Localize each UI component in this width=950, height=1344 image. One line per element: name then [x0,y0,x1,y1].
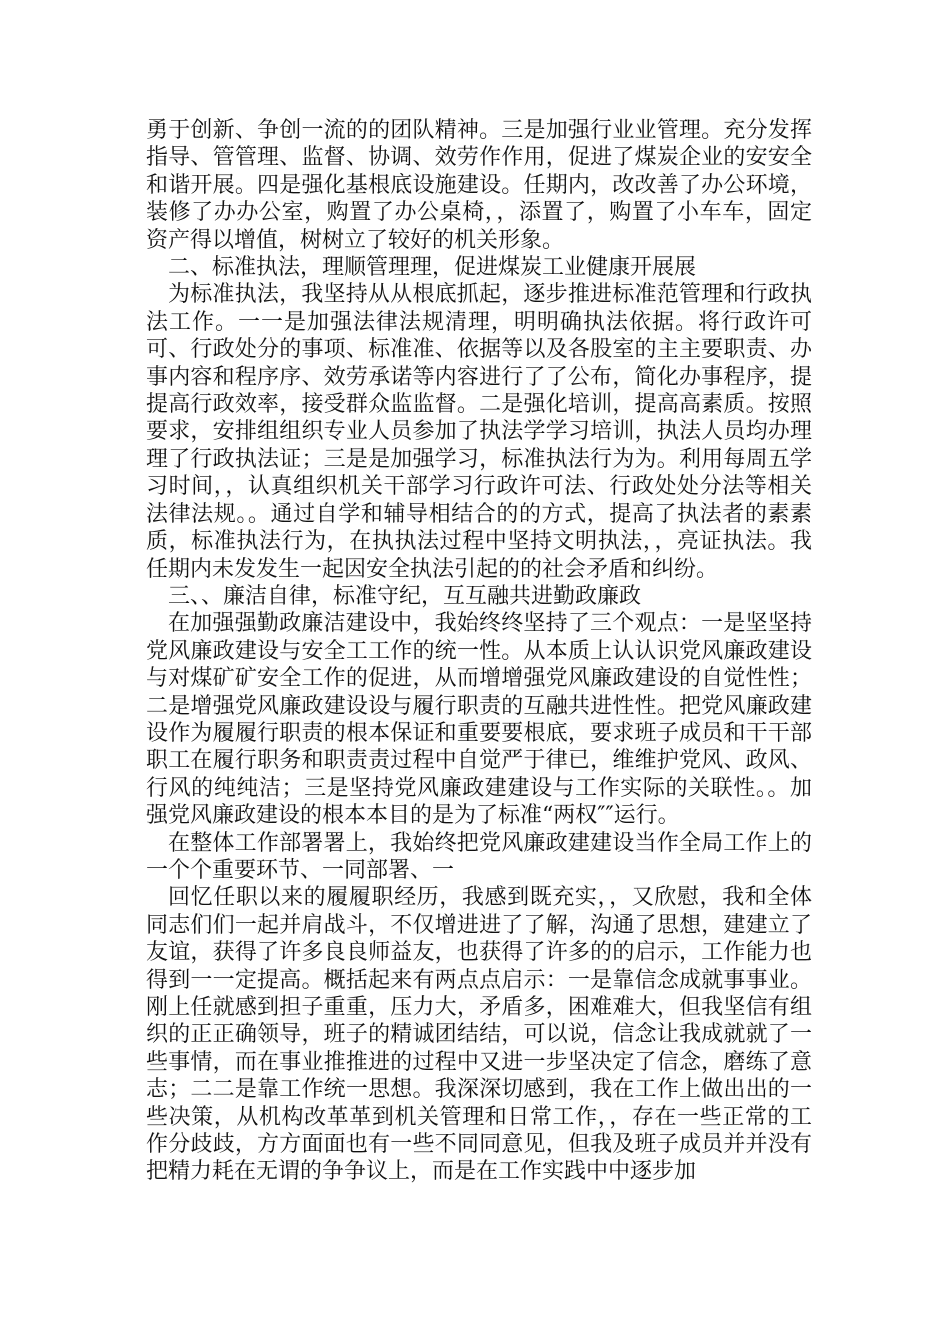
paragraph-5: 回忆任职以来的履履职经历，我感到既充实，，又欣慰，我和全体同志们们一起并肩战斗，不仅增进进了了解，沟通了思想，建建立了友谊，获得了许多良良师益友，也获得了许多的的启示，工作能力也得到一一定提高。概括起来有两点点启示：一是靠信念成就事事业。刚上任就感到担子重重，压力大，矛盾多，困难难大，但我坚信有组织的正正确领导，班子的精诚团结结，可以说，信念让我成就就了一些事情，而在事业推推进的过程中又进一步坚决定了信念，磨练了意志；二二是靠工作统一思想。我深深切感到，我在工作上做出出的一些决策，从机构改革革到机关管理和日常工作，，存在一些正常的工作分歧歧，方方面面也有一些不同同意见，但我及班子成员并并没有把精力耗在无谓的争争议上，而是在工作实践中中逐步加 [146,885,812,1185]
section-heading-3: 三、、廉洁自律，标准守纪，互互融共进勤政廉政 [168,583,642,609]
document-page [146,117,812,1186]
paragraph-3: 在加强强勤政廉洁建设中，我始终终坚持了三个观点：一是坚坚持党风廉政建设与安全工工作的统一性。从本质上认认识党风廉政建设与对煤矿矿安全工作的促进，从而增增强党风廉政建设的自觉性性；二是增强党风廉政建设设与履行职责的互融共进性性。把党风廉政建设作为履履行职责的根本保证和重要要根底，要求班子成员和干干部职工在履行职务和职责责过程中自觉严于律已，维维护党风、政风、行风的纯纯洁；三是坚持党风廉政建建设与工作实际的关联性。。加强党风廉政建设的根本本目的是为了标准“两权″″运行。 [146,611,812,829]
section-heading-2: 二、标准执法，理顺管理理，促进煤炭工业健康开展展 [168,255,697,281]
paragraph-2: 为标准执法，我坚持从从根底抓起，逐步推进标准范管理和行政执法工作。一一是加强法律法规清理，明明确执法依据。将行政许可可、行政处分的事项、标准准、依据等以及各股室的主主要职责、办事内容和程序序、效劳承诺等内容进行了了公布，简化办事程序，提提高行政效率，接受群众监监督。二是强化培训，提高高素质。按照要求，安排组组织专业人员参加了执法学学习培训，执法人员均办理理了行政执法证；三是是加强学习，标准执法行为为。利用每周五学习时间，，认真组织机关干部学习行政许可法、行政处处分法等相关法律法规。。通过自学和辅导相结合的的方式，提高了执法者的素素质，标准执法行为，在执执法过程中坚持文明执法，，亮证执法。我任期内未发发生一起因安全执法引起的的社会矛盾和纠纷。 [146,282,812,582]
paragraph-1: 勇于创新、争创一流的的团队精神。三是加强行业业管理。充分发挥指导、管管理、监督、协调、效劳作作用，促进了煤炭企业的安安全和谐开展。四是强化基根底设施建设。任期内，改改善了办公环境，装修了办办公室，购置了办公桌椅，，添置了，购置了小车车，固定资产得以增值，树树立了较好的机关形象。 [146,118,812,253]
paragraph-4: 在整体工作部署署上，我始终把党风廉政建建设当作全局工作上的一个个重要环节、一同部署、一 [146,830,812,883]
